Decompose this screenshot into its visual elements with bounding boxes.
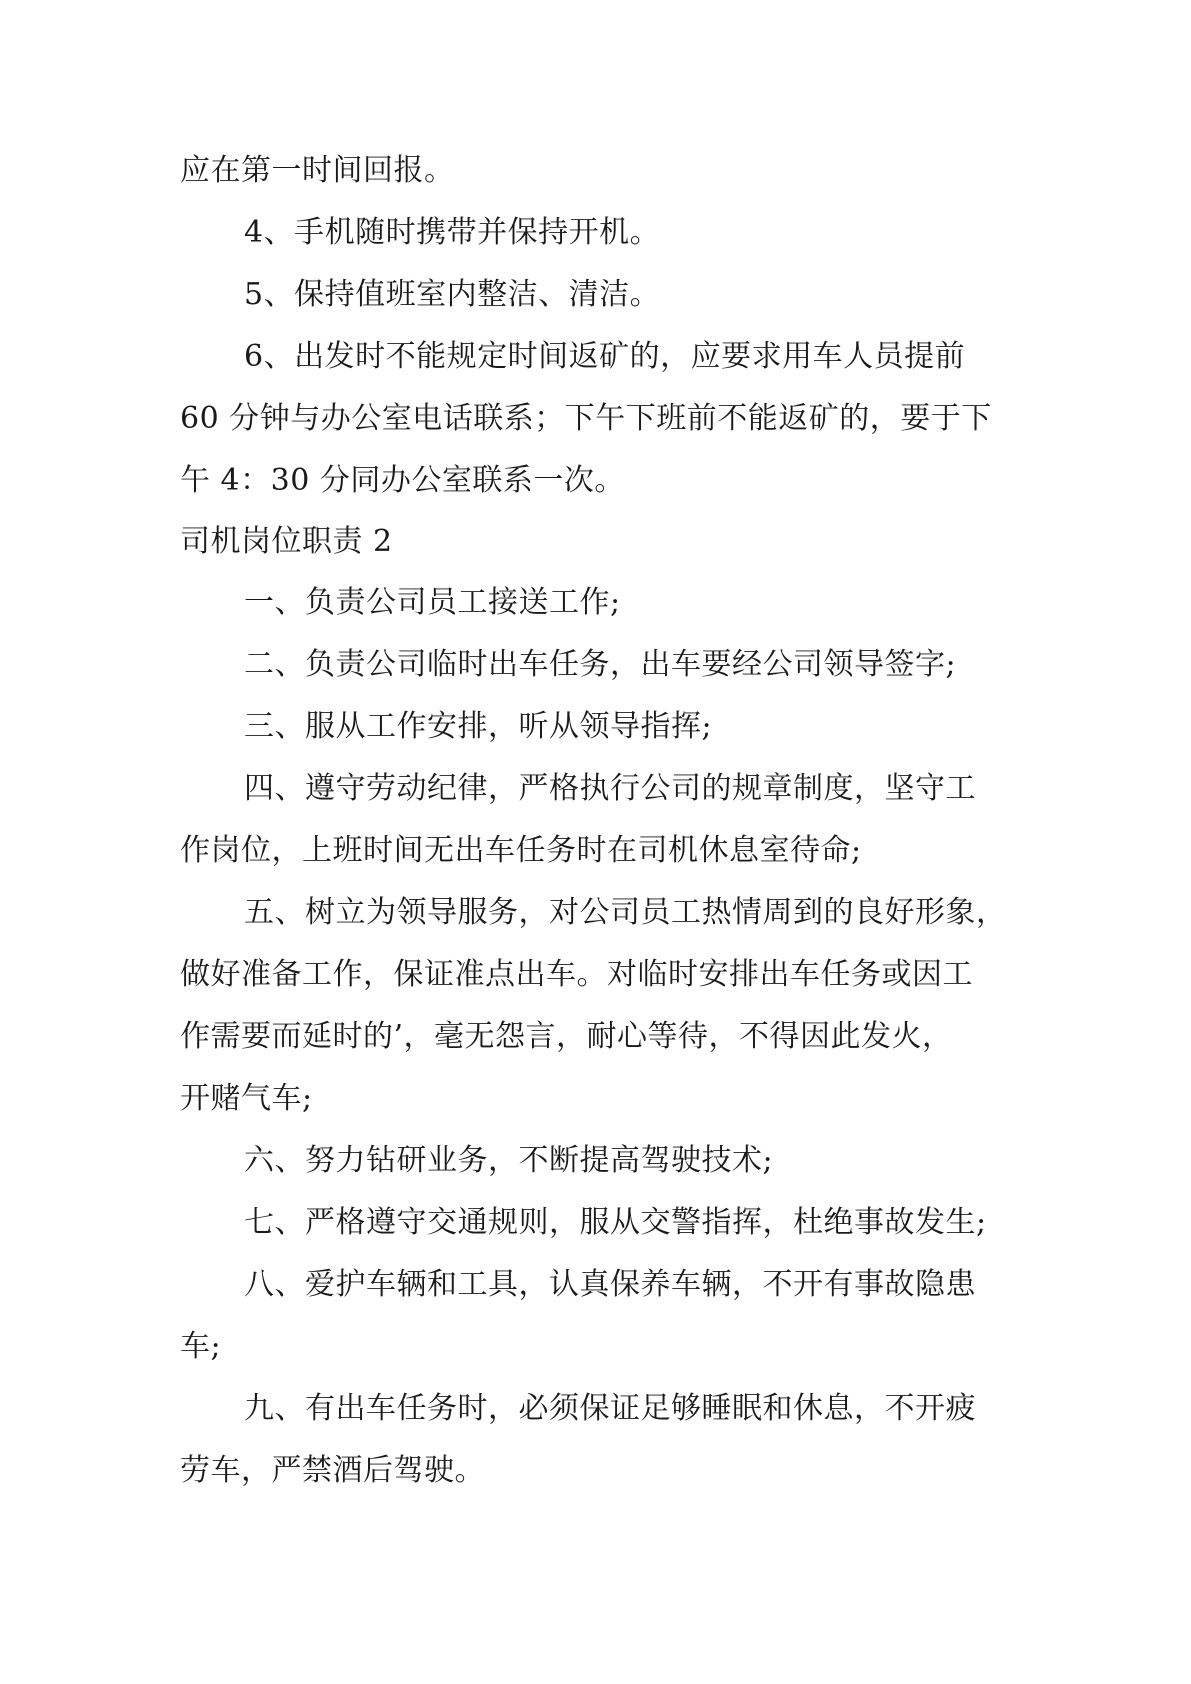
paragraph-line: 六、努力钻研业务，不断提高驾驶技术; xyxy=(244,1143,774,1178)
paragraph-line: 一、负责公司员工接送工作; xyxy=(244,585,621,620)
paragraph-line: 开赌气车; xyxy=(180,1081,313,1116)
paragraph-line: 作需要而延时的’，毫无怨言，耐心等待，不得因此发火， xyxy=(180,1019,953,1054)
paragraph-line: 九、有出车任务时，必须保证足够睡眠和休息，不开疲 xyxy=(244,1391,976,1426)
paragraph-line: 4、手机随时携带并保持开机。 xyxy=(244,215,661,250)
paragraph-line: 车; xyxy=(180,1329,222,1364)
paragraph-line: 60 分钟与办公室电话联系；下午下班前不能返矿的，要于下 xyxy=(180,401,992,436)
paragraph-line: 七、严格遵守交通规则，服从交警指挥，杜绝事故发生; xyxy=(244,1205,987,1240)
paragraph-line: 四、遵守劳动纪律，严格执行公司的规章制度，坚守工 xyxy=(244,771,976,806)
paragraph-line: 作岗位，上班时间无出车任务时在司机休息室待命; xyxy=(180,833,862,868)
paragraph-line: 应在第一时间回报。 xyxy=(180,153,455,188)
paragraph-line: 6、出发时不能规定时间返矿的，应要求用车人员提前 xyxy=(244,339,966,374)
paragraph-line: 五、树立为领导服务，对公司员工热情周到的良好形象， xyxy=(244,895,1007,930)
paragraph-line: 三、服从工作安排，听从领导指挥; xyxy=(244,709,713,744)
paragraph-line: 做好准备工作，保证准点出车。对临时安排出车任务或因工 xyxy=(180,957,973,992)
paragraph-line: 午 4：30 分同办公室联系一次。 xyxy=(180,463,625,498)
section-heading: 司机岗位职责 2 xyxy=(180,524,393,559)
paragraph-line: 二、负责公司临时出车任务，出车要经公司领导签字; xyxy=(244,647,957,682)
paragraph-line: 劳车，严禁酒后驾驶。 xyxy=(180,1453,485,1488)
paragraph-line: 八、爱护车辆和工具，认真保养车辆，不开有事故隐患 xyxy=(244,1267,976,1302)
paragraph-line: 5、保持值班室内整洁、清洁。 xyxy=(244,277,661,312)
document-body xyxy=(180,140,1025,1502)
